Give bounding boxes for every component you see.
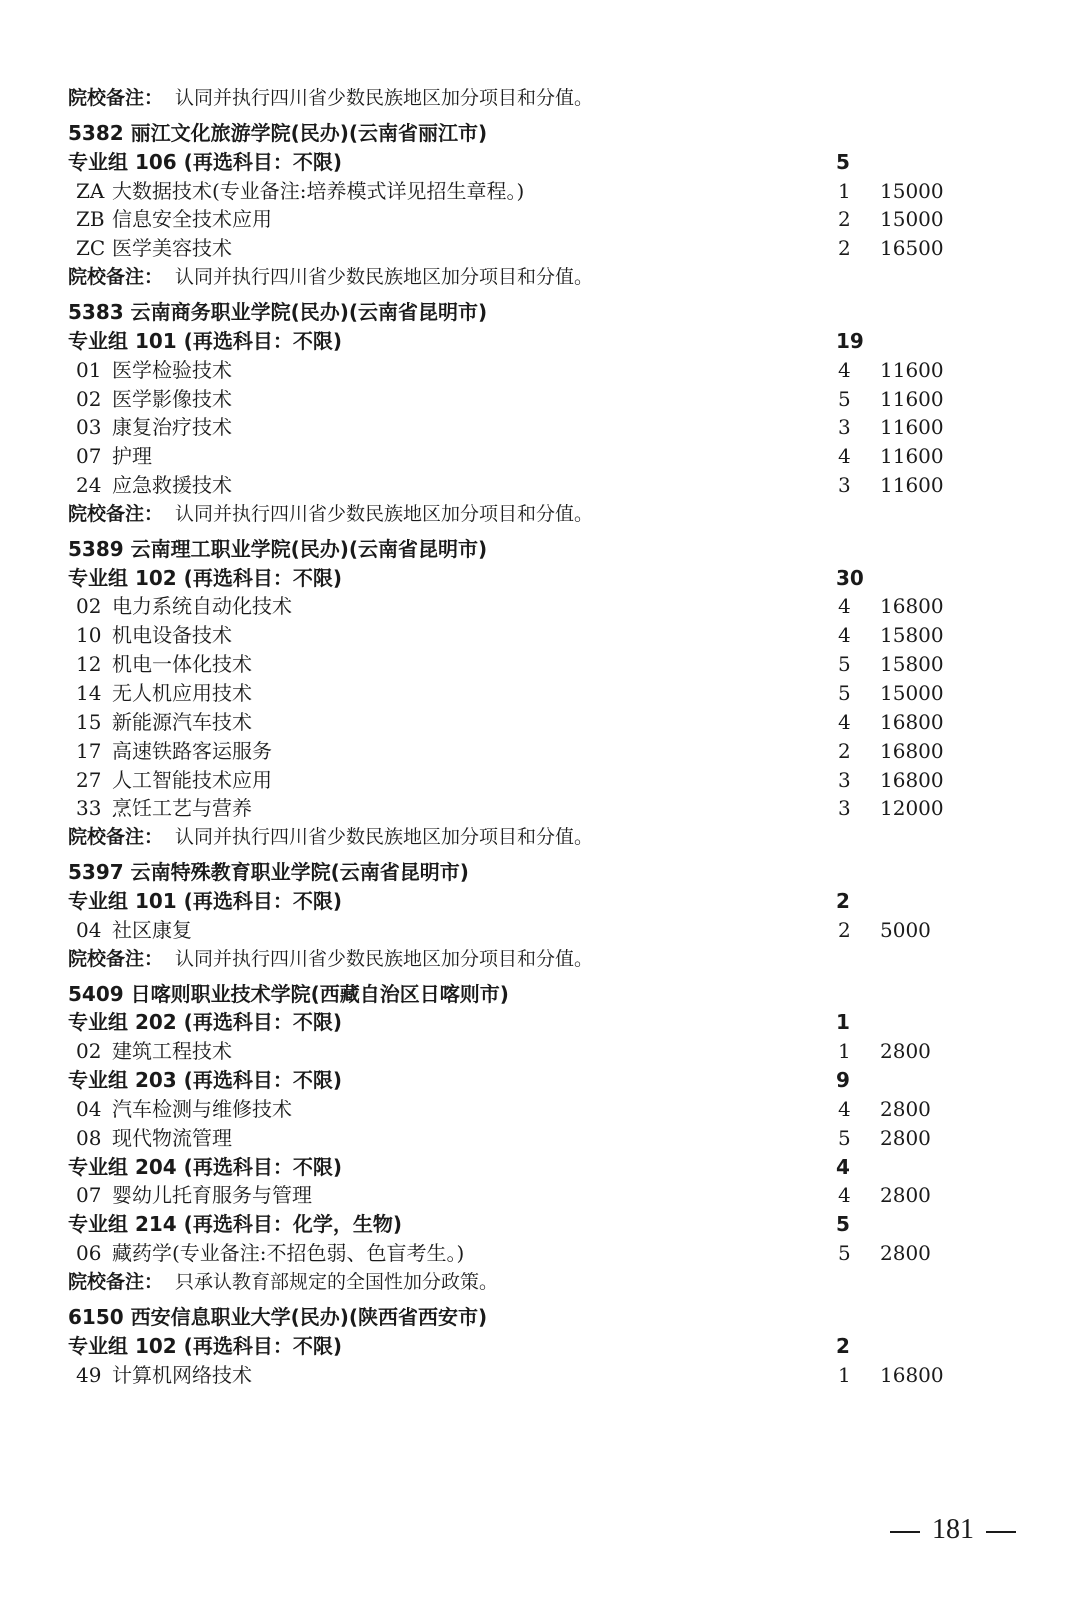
page-number: [878, 1512, 1028, 1548]
major-tuition-fee: 2800: [880, 1097, 931, 1121]
school-note-label: 院校备注：: [68, 948, 164, 970]
major-group-label: 专业组 214 (再选科目：化学，生物): [68, 1212, 402, 1236]
major-tuition-fee: 11600: [880, 415, 944, 439]
major-row: [0, 1239, 1080, 1268]
major-tuition-fee: 2800: [880, 1183, 931, 1207]
major-name: 大数据技术(专业备注:培养模式详见招生章程。): [112, 179, 525, 203]
major-plan-count: 4: [838, 358, 851, 382]
major-group-row: [0, 1066, 1080, 1095]
major-code: 17: [76, 739, 102, 763]
major-name: 医学影像技术: [112, 387, 232, 411]
major-group-row: [0, 1153, 1080, 1182]
major-code: 07: [76, 444, 102, 468]
major-plan-count: 4: [838, 1097, 851, 1121]
major-plan-count: 1: [838, 179, 851, 203]
major-code: 49: [76, 1363, 102, 1387]
major-group-label: 专业组 202 (再选科目：不限): [68, 1010, 342, 1034]
major-row: [0, 650, 1080, 679]
major-row: [0, 592, 1080, 621]
major-row: [0, 413, 1080, 442]
major-code: 06: [76, 1241, 102, 1265]
major-name: 医学美容技术: [112, 236, 232, 260]
major-code: 02: [76, 387, 102, 411]
page-number-value: 181: [932, 1514, 974, 1545]
major-group-label: 专业组 102 (再选科目：不限): [68, 1334, 342, 1358]
major-name: 机电一体化技术: [112, 652, 252, 676]
page-number-left-dash: [890, 1531, 920, 1533]
school-note-label: 院校备注：: [68, 87, 164, 109]
group-plan-count: 30: [836, 566, 864, 590]
school-name: 5397 云南特殊教育职业学院(云南省昆明市): [68, 860, 469, 884]
major-name: 计算机网络技术: [112, 1363, 252, 1387]
major-name: 无人机应用技术: [112, 681, 252, 705]
school-note-label: 院校备注：: [68, 266, 164, 288]
major-tuition-fee: 16800: [880, 768, 944, 792]
group-plan-count: 9: [836, 1068, 850, 1092]
major-row: [0, 471, 1080, 500]
school-note: [0, 500, 1080, 529]
major-code: ZA: [76, 179, 105, 203]
group-plan-count: 4: [836, 1155, 850, 1179]
major-name: 社区康复: [112, 918, 192, 942]
major-code: ZB: [76, 207, 105, 231]
school-note-text: 只承认教育部规定的全国性加分政策。: [175, 1271, 499, 1293]
major-row: [0, 385, 1080, 414]
major-plan-count: 5: [838, 387, 851, 411]
major-tuition-fee: 11600: [880, 387, 944, 411]
major-name: 现代物流管理: [112, 1126, 232, 1150]
major-tuition-fee: 15000: [880, 207, 944, 231]
school-name: 6150 西安信息职业大学(民办)(陕西省西安市): [68, 1305, 488, 1329]
major-row: [0, 794, 1080, 823]
major-tuition-fee: 16800: [880, 1363, 944, 1387]
major-name: 新能源汽车技术: [112, 710, 252, 734]
major-name: 医学检验技术: [112, 358, 232, 382]
major-name: 电力系统自动化技术: [112, 594, 292, 618]
major-plan-count: 3: [838, 768, 851, 792]
major-row: [0, 356, 1080, 385]
major-group-row: [0, 1210, 1080, 1239]
major-code: 03: [76, 415, 102, 439]
major-tuition-fee: 5000: [880, 918, 931, 942]
major-name: 康复治疗技术: [112, 415, 232, 439]
major-plan-count: 5: [838, 681, 851, 705]
school-heading: [0, 535, 1080, 564]
major-code: 07: [76, 1183, 102, 1207]
major-plan-count: 1: [838, 1363, 851, 1387]
school-heading: [0, 298, 1080, 327]
major-group-row: [0, 1332, 1080, 1361]
major-code: 33: [76, 796, 102, 820]
major-plan-count: 4: [838, 1183, 851, 1207]
major-row: [0, 1037, 1080, 1066]
major-plan-count: 5: [838, 652, 851, 676]
major-row: [0, 679, 1080, 708]
school-note: [0, 1268, 1080, 1297]
major-name: 婴幼儿托育服务与管理: [112, 1183, 312, 1207]
major-code: 02: [76, 1039, 102, 1063]
major-group-row: [0, 327, 1080, 356]
major-name: 机电设备技术: [112, 623, 232, 647]
major-row: [0, 1181, 1080, 1210]
major-row: [0, 1095, 1080, 1124]
major-code: 01: [76, 358, 102, 382]
major-plan-count: 4: [838, 444, 851, 468]
school-note-text: 认同并执行四川省少数民族地区加分项目和分值。: [175, 503, 594, 525]
major-tuition-fee: 16800: [880, 739, 944, 763]
major-plan-count: 3: [838, 796, 851, 820]
page-number-right-dash: [986, 1531, 1016, 1533]
major-row: [0, 708, 1080, 737]
group-plan-count: 19: [836, 329, 864, 353]
major-tuition-fee: 15000: [880, 681, 944, 705]
school-note-label: 院校备注：: [68, 826, 164, 848]
school-note-text: 认同并执行四川省少数民族地区加分项目和分值。: [175, 266, 594, 288]
major-tuition-fee: 15800: [880, 623, 944, 647]
major-code: 12: [76, 652, 102, 676]
major-plan-count: 4: [838, 623, 851, 647]
major-group-label: 专业组 101 (再选科目：不限): [68, 889, 342, 913]
major-plan-count: 2: [838, 918, 851, 942]
school-note-label: 院校备注：: [68, 1271, 164, 1293]
major-code: 15: [76, 710, 102, 734]
school-name: 5389 云南理工职业学院(民办)(云南省昆明市): [68, 537, 488, 561]
major-code: 24: [76, 473, 102, 497]
major-name: 应急救援技术: [112, 473, 232, 497]
major-tuition-fee: 2800: [880, 1241, 931, 1265]
major-row: [0, 205, 1080, 234]
major-group-label: 专业组 204 (再选科目：不限): [68, 1155, 342, 1179]
school-note: [0, 84, 1080, 113]
major-plan-count: 5: [838, 1241, 851, 1265]
major-group-label: 专业组 106 (再选科目：不限): [68, 150, 342, 174]
major-name: 高速铁路客运服务: [112, 739, 272, 763]
major-plan-count: 2: [838, 207, 851, 231]
major-code: 10: [76, 623, 102, 647]
school-note: [0, 945, 1080, 974]
major-tuition-fee: 15000: [880, 179, 944, 203]
school-note: [0, 263, 1080, 292]
group-plan-count: 5: [836, 1212, 850, 1236]
major-code: 08: [76, 1126, 102, 1150]
major-name: 汽车检测与维修技术: [112, 1097, 292, 1121]
major-tuition-fee: 11600: [880, 358, 944, 382]
school-note: [0, 823, 1080, 852]
major-name: 藏药学(专业备注:不招色弱、色盲考生。): [112, 1241, 465, 1265]
major-tuition-fee: 16500: [880, 236, 944, 260]
major-plan-count: 1: [838, 1039, 851, 1063]
major-code: 02: [76, 594, 102, 618]
major-code: 04: [76, 918, 102, 942]
major-tuition-fee: 11600: [880, 473, 944, 497]
major-plan-count: 4: [838, 710, 851, 734]
school-heading: [0, 858, 1080, 887]
major-code: 14: [76, 681, 102, 705]
major-group-label: 专业组 102 (再选科目：不限): [68, 566, 342, 590]
major-group-row: [0, 887, 1080, 916]
school-name: 5382 丽江文化旅游学院(民办)(云南省丽江市): [68, 121, 488, 145]
school-heading: [0, 119, 1080, 148]
group-plan-count: 1: [836, 1010, 850, 1034]
major-row: [0, 916, 1080, 945]
major-code: 27: [76, 768, 102, 792]
major-group-row: [0, 1008, 1080, 1037]
school-name: 5383 云南商务职业学院(民办)(云南省昆明市): [68, 300, 488, 324]
major-tuition-fee: 2800: [880, 1039, 931, 1063]
major-tuition-fee: 2800: [880, 1126, 931, 1150]
school-note-text: 认同并执行四川省少数民族地区加分项目和分值。: [175, 826, 594, 848]
group-plan-count: 2: [836, 1334, 850, 1358]
major-tuition-fee: 16800: [880, 594, 944, 618]
school-heading: [0, 1303, 1080, 1332]
major-tuition-fee: 16800: [880, 710, 944, 734]
major-plan-count: 4: [838, 594, 851, 618]
major-code: 04: [76, 1097, 102, 1121]
major-plan-count: 2: [838, 739, 851, 763]
group-plan-count: 5: [836, 150, 850, 174]
school-note-label: 院校备注：: [68, 503, 164, 525]
major-name: 人工智能技术应用: [112, 768, 272, 792]
school-note-text: 认同并执行四川省少数民族地区加分项目和分值。: [175, 948, 594, 970]
major-group-row: [0, 148, 1080, 177]
major-row: [0, 621, 1080, 650]
major-name: 护理: [112, 444, 152, 468]
major-tuition-fee: 12000: [880, 796, 944, 820]
major-row: [0, 234, 1080, 263]
major-row: [0, 766, 1080, 795]
major-tuition-fee: 15800: [880, 652, 944, 676]
group-plan-count: 2: [836, 889, 850, 913]
major-row: [0, 737, 1080, 766]
major-plan-count: 3: [838, 473, 851, 497]
school-note-text: 认同并执行四川省少数民族地区加分项目和分值。: [175, 87, 594, 109]
major-name: 烹饪工艺与营养: [112, 796, 252, 820]
major-tuition-fee: 11600: [880, 444, 944, 468]
major-row: [0, 442, 1080, 471]
major-row: [0, 1124, 1080, 1153]
major-name: 建筑工程技术: [112, 1039, 232, 1063]
major-plan-count: 2: [838, 236, 851, 260]
school-heading: [0, 980, 1080, 1009]
school-name: 5409 日喀则职业技术学院(西藏自治区日喀则市): [68, 982, 509, 1006]
major-name: 信息安全技术应用: [112, 207, 272, 231]
major-group-row: [0, 564, 1080, 593]
major-plan-count: 5: [838, 1126, 851, 1150]
major-plan-count: 3: [838, 415, 851, 439]
major-group-label: 专业组 101 (再选科目：不限): [68, 329, 342, 353]
major-row: [0, 1361, 1080, 1390]
major-row: [0, 177, 1080, 206]
major-group-label: 专业组 203 (再选科目：不限): [68, 1068, 342, 1092]
major-code: ZC: [76, 236, 106, 260]
